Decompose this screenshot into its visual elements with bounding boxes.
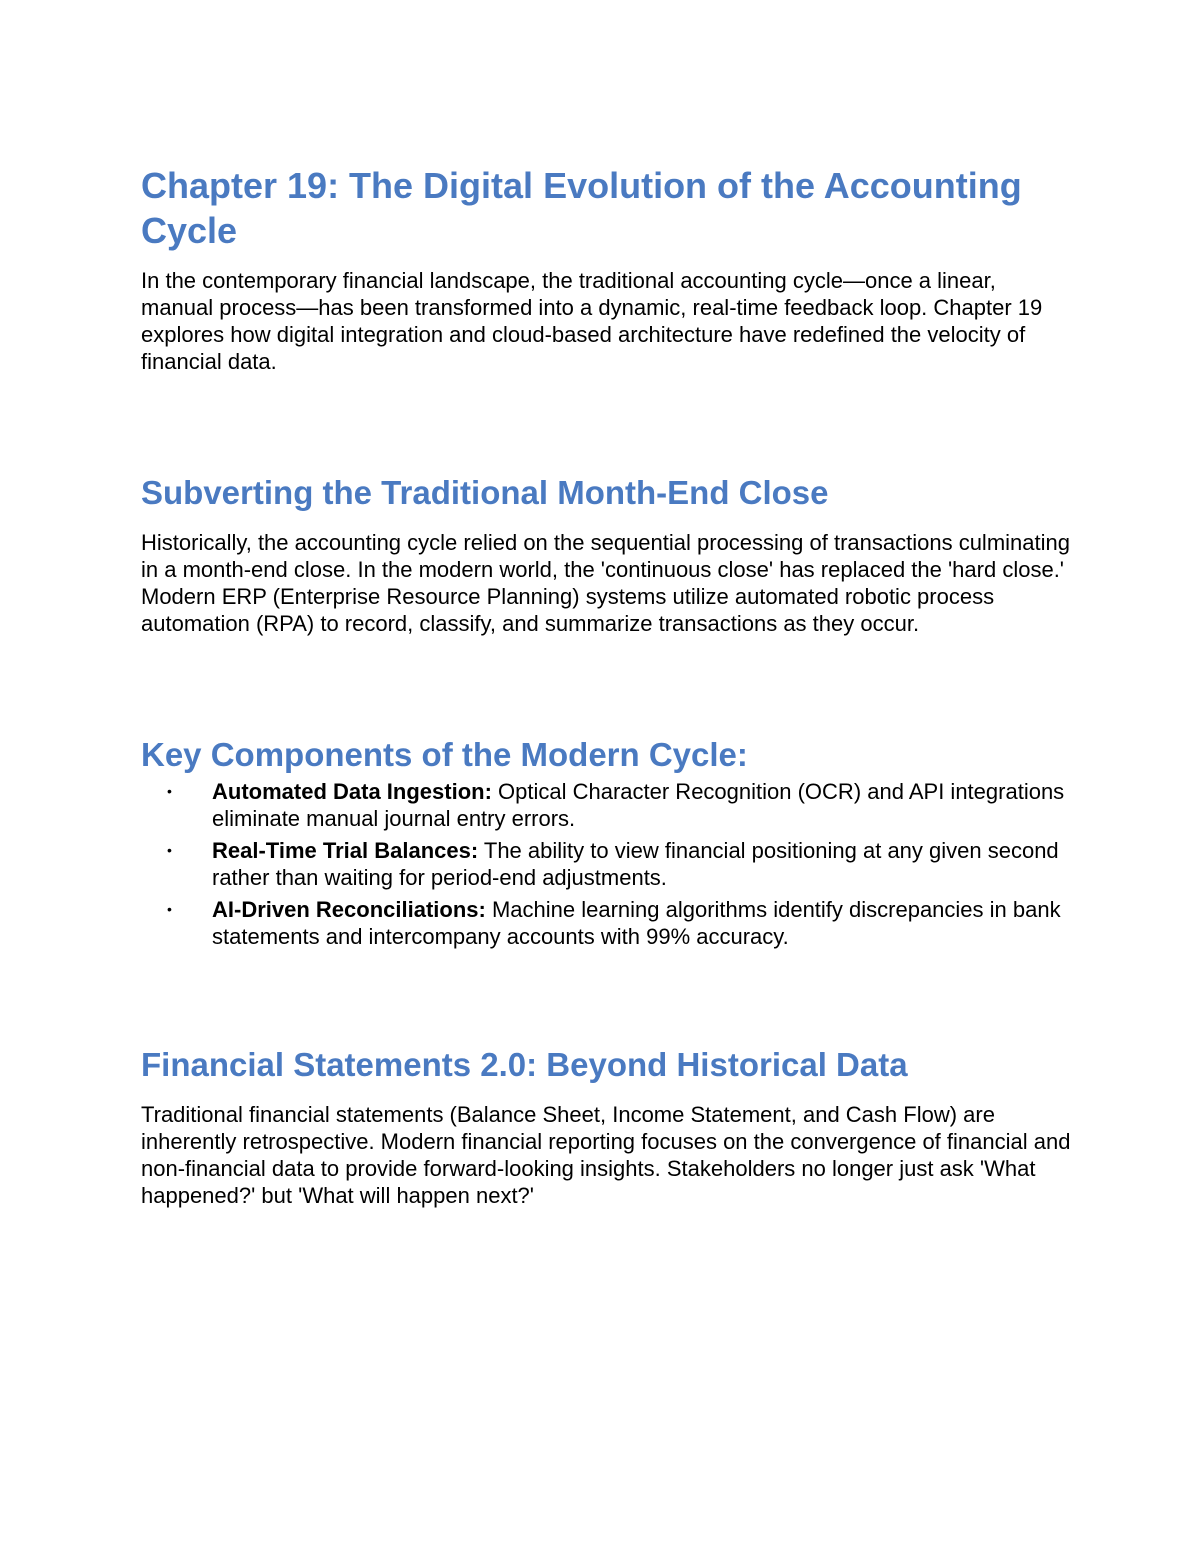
list-item-term: Automated Data Ingestion: (212, 779, 492, 804)
list-item (141, 837, 1071, 891)
chapter-intro-paragraph: In the contemporary financial landscape, the traditional accounting cycle—once a linear, manual process—has been transformed into a dynamic, real-time feedback loop. Chapter 19 explores how digital integration and cloud-based architecture have redefined the velocity of financial data. (141, 268, 1043, 374)
list-item-term: AI-Driven Reconciliations: (212, 897, 486, 922)
list-item-text: Optical Character Recognition (OCR) and API integrations eliminate manual journal entry errors. (212, 779, 1065, 831)
bullet-icon: • (167, 842, 172, 858)
bullet-icon: • (167, 783, 172, 799)
list-item-text: The ability to view financial positioning at any given second rather than waiting for period-end adjustments. (212, 838, 1059, 890)
list-item (141, 778, 1071, 832)
section-paragraph-month-end-close: Historically, the accounting cycle relied on the sequential processing of transactions culminating in a month-end close. In the modern world, the 'continuous close' has replaced the 'hard close.' Modern ERP (Enterprise Resource Planning) systems utilize automated robotic process automation (RPA) to record, classify, and summarize transactions as they occur. (141, 530, 1070, 636)
list-item-term: Real-Time Trial Balances: (212, 838, 479, 863)
list-item-text: Machine learning algorithms identify discrepancies in bank statements and intercompany accounts with 99% accuracy. (212, 897, 1061, 949)
section-paragraph-financial-statements: Traditional financial statements (Balance Sheet, Income Statement, and Cash Flow) are inherently retrospective. Modern financial reporting focuses on the convergence of financial and non-financial data to provide forward-looking insights. Stakeholders no longer just ask 'What happened?' but 'What will happen next?' (141, 1102, 1071, 1208)
list-item (141, 896, 1071, 950)
chapter-title: Chapter 19: The Digital Evolution of the Accounting Cycle (141, 165, 1022, 251)
bullet-icon: • (167, 901, 172, 917)
document-page (141, 163, 1071, 1209)
section-heading-key-components: Key Components of the Modern Cycle: (141, 736, 748, 773)
key-components-list (141, 778, 1071, 950)
section-heading-month-end-close: Subverting the Traditional Month-End Close (141, 474, 829, 511)
section-heading-financial-statements: Financial Statements 2.0: Beyond Historical Data (141, 1046, 908, 1083)
